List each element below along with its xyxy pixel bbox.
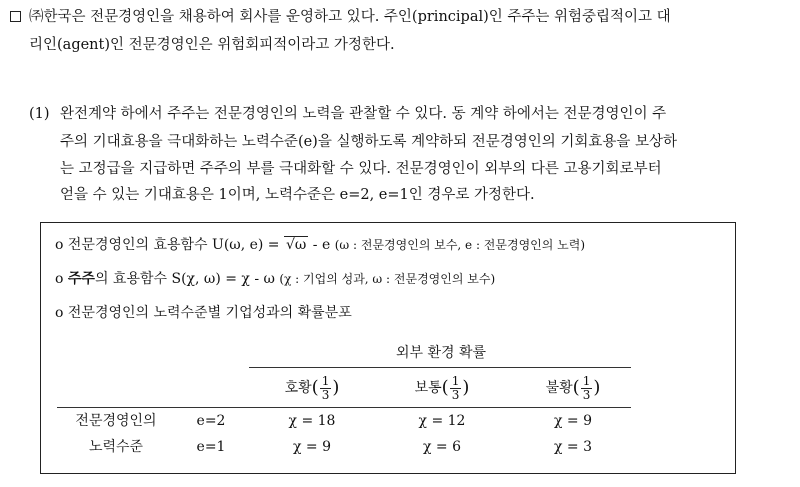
table-cell: χ = 3 — [553, 439, 593, 455]
question-number: (1) — [29, 106, 50, 122]
row-label-line-1: 전문경영인의 — [75, 413, 157, 429]
row-label-line-2: 노력수준 — [88, 439, 144, 455]
table-rule-top — [249, 367, 631, 368]
table-cell: χ = 9 — [553, 413, 593, 429]
checkbox-square — [10, 11, 21, 22]
utility-owner-item: o 주주의 효용함수 S(χ, ω) = χ - ω (χ : 기업의 성과, ω : 전문경영인의 보수) — [55, 271, 496, 287]
question-line-1: 완전계약 하에서 주주는 전문경영인의 노력을 관찰할 수 있다. 동 계약 하에서는 전문경영인이 주 — [60, 106, 667, 122]
info-box — [40, 222, 736, 474]
question-line-3: 는 고정급을 지급하면 주주의 부를 극대화할 수 있다. 전문경영인이 외부의 다른 고용기회로부터 — [60, 161, 662, 177]
column-header-2: 보통( $\frac{1}{3}$ ) — [414, 373, 470, 402]
effort-level: e=2 — [196, 413, 226, 429]
table-rule-mid — [57, 407, 631, 408]
sqrt-icon: √ω — [286, 237, 307, 253]
question-line-2: 주의 기대효용을 극대화하는 노력수준(e)을 실행하도록 계약하되 전문경영인의 기회효용을 보상하 — [60, 134, 678, 150]
column-header-1: 호황( $\frac{1}{3}$ ) — [284, 373, 340, 402]
table-cell: χ = 9 — [292, 439, 332, 455]
distribution-item: o 전문경영인의 노력수준별 기업성과의 확률분포 — [55, 305, 352, 321]
utility-manager-item: o 전문경영인의 효용함수 U(ω, e) = √ω - e (ω : 전문경영인의 보수, e : 전문경영인의 노력) — [55, 237, 586, 253]
table-cell: χ = 6 — [422, 439, 462, 455]
table-cell: χ = 18 — [288, 413, 336, 429]
table-header-group: 외부 환경 확률 — [395, 345, 487, 361]
table-cell: χ = 12 — [418, 413, 466, 429]
intro-line-1: ㈜한국은 전문경영인을 채용하여 회사를 운영하고 있다. 주인(principal)인 주주는 위험중립적이고 대 — [29, 9, 671, 25]
intro-line-2: 리인(agent)인 전문경영인은 위험회피적이라고 가정한다. — [29, 37, 395, 53]
question-line-4: 얻을 수 있는 기대효용은 1이며, 노력수준은 e=2, e=1인 경우로 가정한다. — [60, 187, 535, 203]
effort-level: e=1 — [196, 439, 226, 455]
column-header-3: 불황( $\frac{1}{3}$ ) — [545, 373, 601, 402]
